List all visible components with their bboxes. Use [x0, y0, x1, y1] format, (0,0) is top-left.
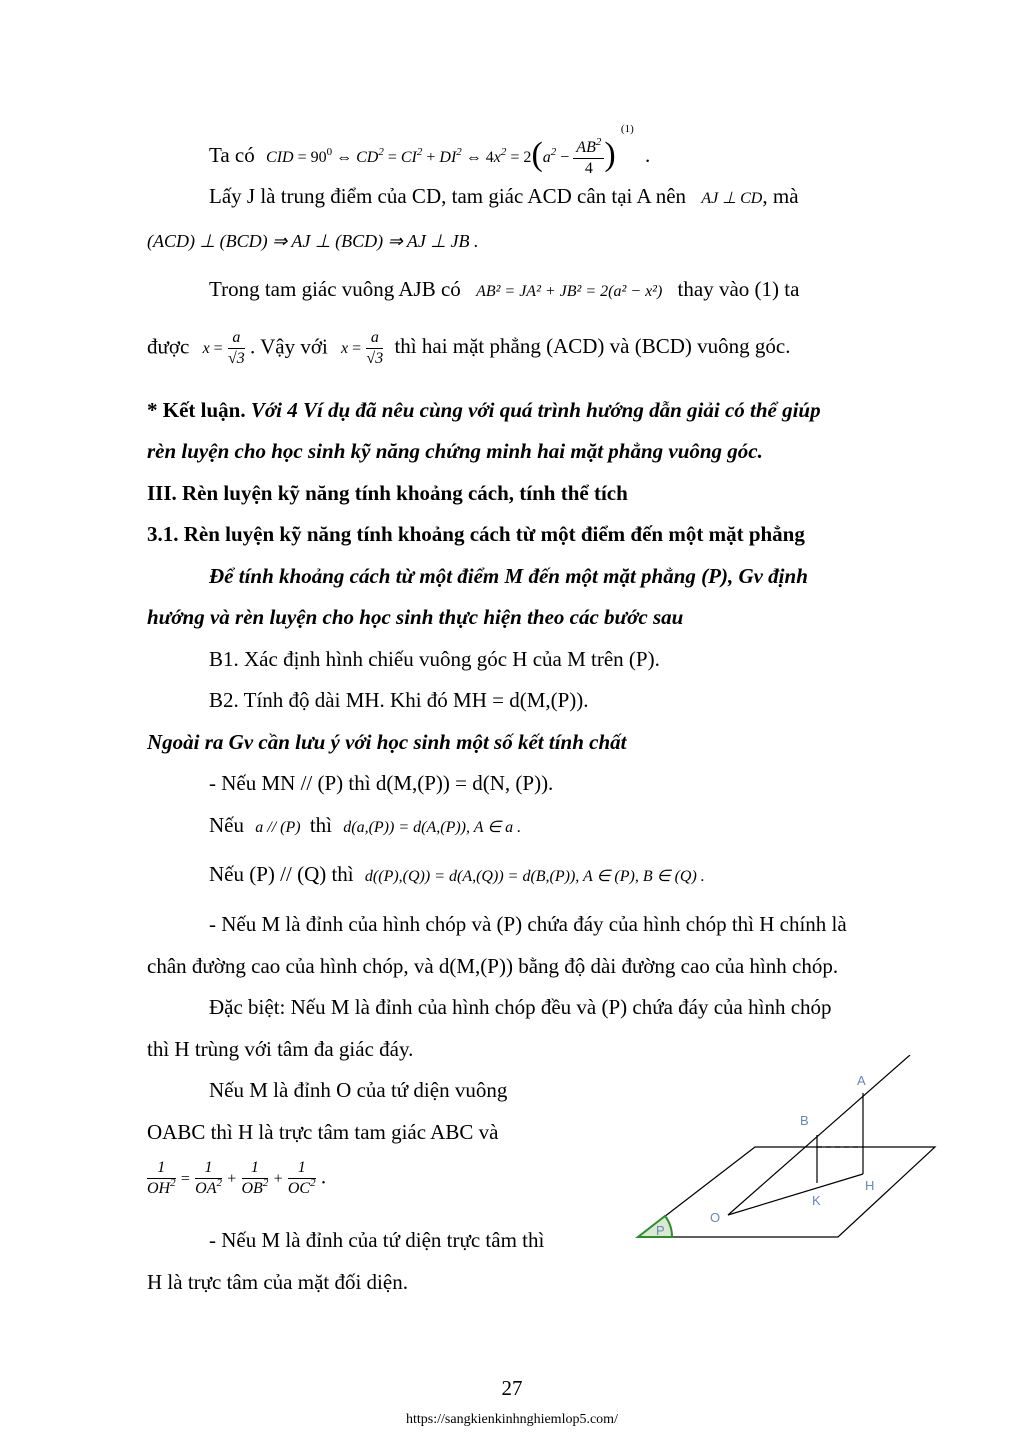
label-b: B — [800, 1113, 809, 1128]
label-o: O — [710, 1210, 721, 1225]
step-b1: B1. Xác định hình chiếu vuông góc H của M trên (P). — [209, 647, 660, 671]
method-intro-line: Để tính khoảng cách từ một điểm M đến một mặt phẳng (P), Gv định — [209, 564, 808, 588]
angle-marker — [638, 1216, 672, 1237]
section-heading-III: III. Rèn luyện kỹ năng tính khoảng cách, tính thể tích — [147, 481, 628, 505]
text-line-1: Ta có CID = $90^0$ ⇔ $CD^2 = CI^2 + DI^2$ ⇔ $4x^2 = 2(a^2$ − $\frac{AB^2}{4}$ ) $^{(1)}$ . — [209, 123, 651, 177]
conclusion-line-2: rèn luyện cho học sinh kỹ năng chứng minh hai mặt phẳng vuông góc. — [147, 439, 763, 463]
formula-perpendicular-planes: (ACD) ⊥ (BCD) ⇒ AJ ⊥ (BCD) ⇒ AJ ⊥ JB . — [147, 231, 479, 251]
fraction-a-over-root3: $\frac{a}{√3}$ — [227, 329, 245, 367]
step-b2: B2. Tính độ dài MH. Khi đó MH = d(M,(P)). — [209, 688, 589, 712]
text-line-2: Lấy J là trung điểm của CD, tam giác ACD cân tại A nên AJ ⊥ CD, mà — [209, 184, 799, 208]
property-line-2: Nếu a // (P) thì d(a,(P)) = d(A,(P)), A ∈ a . — [209, 813, 522, 837]
orthocentric-line-2: H là trực tâm của mặt đối diện. — [147, 1270, 408, 1294]
special-case-line-2: thì H trùng với tâm đa giác đáy. — [147, 1037, 414, 1061]
text-line-5: được x = $\frac{a}{√3}$ . Vậy với x = $\frac{a}{√3}$ thì hai mặt phẳng (ACD) và (BCD) vuông góc. — [147, 329, 791, 367]
footer-url[interactable]: https://sangkienkinhnghiemlop5.com/ — [406, 1412, 618, 1427]
plane-p — [638, 1147, 935, 1237]
property-line-4: - Nếu M là đỉnh của hình chóp và (P) chứa đáy của hình chóp thì H chính là — [209, 912, 847, 936]
tetrahedron-line-2: OABC thì H là trực tâm tam giác ABC và — [147, 1120, 499, 1144]
orthocentric-line-1: - Nếu M là đỉnh của tứ diện trực tâm thì — [209, 1228, 545, 1252]
page-number: 27 — [501, 1376, 523, 1400]
conclusion-line: * Kết luận. Với 4 Ví dụ đã nêu cùng với quá trình hướng dẫn giải có thể giúp — [147, 398, 821, 422]
fraction-a-over-root3: $\frac{a}{√3}$ — [366, 329, 384, 367]
plane-distance-figure — [630, 1055, 940, 1255]
tetrahedron-line-1: Nếu M là đỉnh O của tứ diện vuông — [209, 1078, 508, 1102]
property-line-5: chân đường cao của hình chóp, và d(M,(P)) bằng độ dài đường cao của hình chóp. — [147, 954, 839, 978]
method-intro-line-2: hướng và rèn luyện cho học sinh thực hiện theo các bước sau — [147, 605, 684, 629]
line-oa — [728, 1055, 910, 1215]
label-a: A — [857, 1073, 866, 1088]
property-line-1: - Nếu MN // (P) thì d(M,(P)) = d(N, (P)). — [209, 771, 554, 795]
special-case-line: Đặc biệt: Nếu M là đỉnh của hình chóp đều và (P) chứa đáy của hình chóp — [209, 995, 832, 1019]
equation-tag: (1) — [620, 123, 634, 135]
label-p: P — [656, 1223, 665, 1238]
subsection-heading-3-1: 3.1. Rèn luyện kỹ năng tính khoảng cách từ một điểm đến một mặt phẳng — [147, 522, 805, 546]
formula-right-angle: CID = $90^0$ ⇔ $CD^2 = CI^2 + DI^2$ ⇔ $4x^2 = 2(a^2$ − $\frac{AB^2}{4}$ ) — [266, 135, 616, 177]
note-heading: Ngoài ra Gv cần lưu ý với học sinh một số kết tính chất — [147, 730, 627, 754]
property-line-3: Nếu (P) // (Q) thì d((P),(Q)) = d(A,(Q)) = d(B,(P)), A ∈ (P), B ∈ (Q) . — [209, 862, 705, 886]
label-k: K — [812, 1193, 821, 1208]
text-line-4: Trong tam giác vuông AJB có AB² = JA² + JB² = 2(a² − x²) thay vào (1) ta — [209, 277, 800, 301]
segment-oh — [728, 1174, 863, 1215]
formula-reciprocal-squares: $\frac{1}{OH^2}$ = $\frac{1}{OA^2}$ + $\frac{1}{OB^2}$ + $\frac{1}{OC^2}$ . — [147, 1159, 327, 1197]
label-h: H — [865, 1178, 875, 1193]
